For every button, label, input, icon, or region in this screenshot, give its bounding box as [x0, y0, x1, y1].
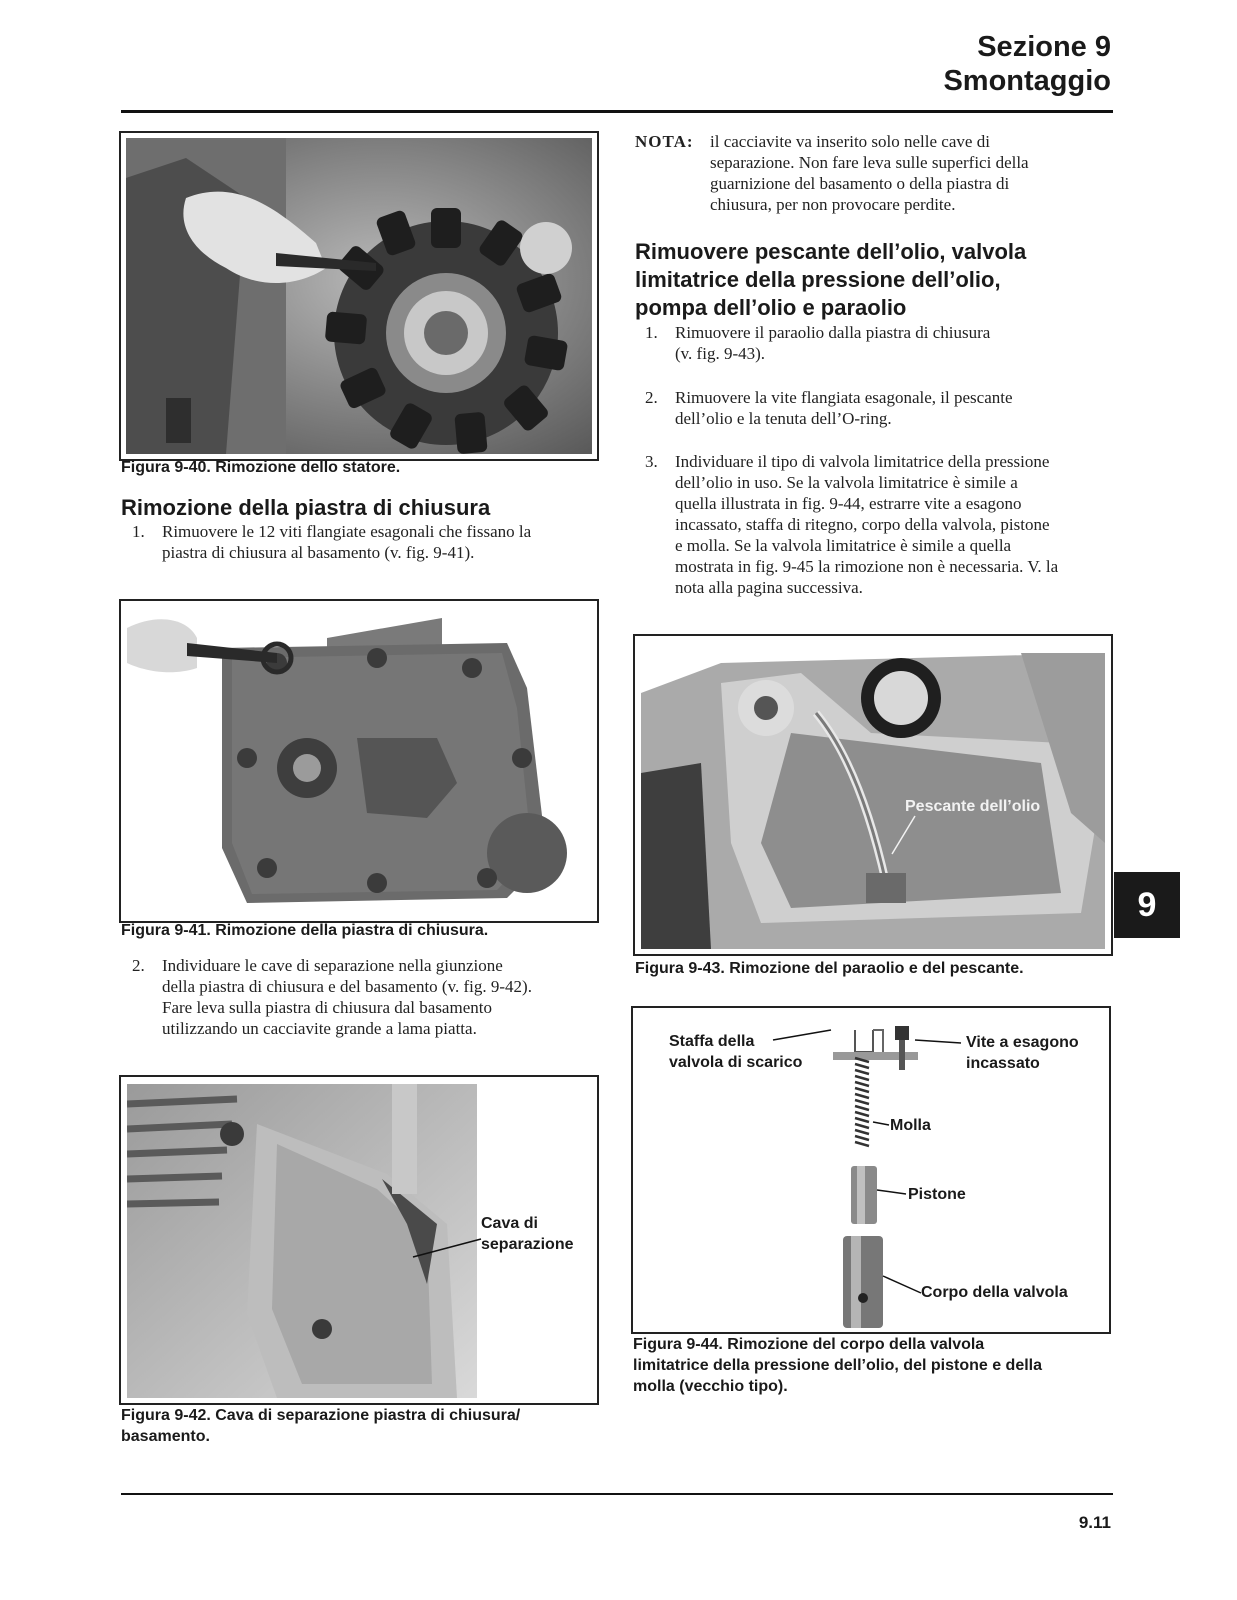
caption-line: molla (vecchio tipo). [633, 1378, 788, 1395]
step-line: nota alla pagina successiva. [675, 578, 863, 597]
left-step-2 [132, 955, 602, 1043]
figure-9-44-diagram [631, 1006, 1111, 1334]
note-line: separazione. Non fare leva sulle superfici della [710, 153, 1029, 172]
step-line: utilizzando un cacciavite grande a lama piatta. [162, 1019, 477, 1038]
figure-9-41-caption: Figura 9-41. Rimozione della piastra di chiusura. [121, 922, 489, 939]
note-label: NOTA: [635, 132, 694, 151]
right-step-2 [645, 387, 1115, 431]
label-line: incassato [966, 1055, 1040, 1072]
step-number: 3. [645, 452, 658, 471]
figure-9-41-photo [119, 599, 599, 923]
step-line: quella illustrata in fig. 9-44, estrarre vite a esagono [675, 494, 1022, 513]
step-text [675, 451, 1058, 598]
label-hex-screw [966, 1032, 1079, 1074]
section-number: Sezione 9 [977, 31, 1111, 63]
callout-line: separazione [481, 1236, 574, 1253]
note-block [635, 131, 1115, 219]
figure-9-44-caption [633, 1334, 1042, 1397]
caption-line: Figura 9-42. Cava di separazione piastra di chiusura/ [121, 1407, 521, 1424]
figure-9-42-photo [119, 1075, 599, 1405]
section-header [943, 30, 1111, 98]
heading-line: Rimuovere pescante dell’olio, valvola [635, 239, 1027, 264]
page-number: 9.11 [1078, 1513, 1111, 1532]
step-line: e molla. Se la valvola limitatrice è simile a quella [675, 536, 1012, 555]
note-line: guarnizione del basamento o della piastra di [710, 174, 1010, 193]
step-number: 1. [645, 323, 658, 342]
step-text [675, 322, 990, 364]
step-line: dell’olio e la tenuta dell’O-ring. [675, 409, 892, 428]
step-line: mostrata in fig. 9-45 la rimozione non è necessaria. V. la [675, 557, 1059, 576]
figure-9-42-caption [121, 1405, 520, 1447]
step-line: incassato, staffa di ritegno, corpo della valvola, pistone [675, 515, 1050, 534]
heading-line: limitatrice della pressione dell’olio, [635, 267, 1001, 292]
step-line: Rimuovere la vite flangiata esagonale, il pescante [675, 388, 1013, 407]
step-number: 2. [132, 956, 145, 975]
note-line: chiusura, per non provocare perdite. [710, 195, 956, 214]
figure-9-43-photo [633, 634, 1113, 956]
step-line: Fare leva sulla piastra di chiusura dal basamento [162, 998, 492, 1017]
step-number: 2. [645, 388, 658, 407]
note-line: il cacciavite va inserito solo nelle cave di [710, 132, 990, 151]
step-line: della piastra di chiusura e del basamento (v. fig. 9-42). [162, 977, 532, 996]
label-spring: Molla [890, 1117, 931, 1134]
note-text [710, 131, 1029, 215]
footer-rule [121, 1493, 1113, 1495]
fig42-leader-line [401, 1227, 521, 1287]
caption-line: Figura 9-44. Rimozione del corpo della valvola [633, 1336, 985, 1353]
figure-9-40-caption: Figura 9-40. Rimozione dello statore. [121, 459, 401, 476]
figure-9-40-photo [119, 131, 599, 461]
section-name: Smontaggio [943, 65, 1111, 97]
step-line: Rimuovere le 12 viti flangiate esagonali che fissano la [162, 522, 532, 541]
callout-line: Cava di [481, 1215, 538, 1232]
left-step-1 [132, 521, 602, 565]
section-tab: 9 [1114, 872, 1180, 938]
fig43-leader-line [880, 814, 940, 874]
step-line: (v. fig. 9-43). [675, 344, 766, 363]
label-piston: Pistone [908, 1186, 966, 1203]
step-line: dell’olio in uso. Se la valvola limitatrice è simile a [675, 473, 1018, 492]
step-number: 1. [132, 522, 145, 541]
label-line: Vite a esagono [966, 1034, 1079, 1051]
figure-9-43-caption: Figura 9-43. Rimozione del paraolio e del pescante. [635, 960, 1024, 977]
label-valve-body: Corpo della valvola [921, 1284, 1068, 1301]
step-text [675, 387, 1013, 429]
step-line: Rimuovere il paraolio dalla piastra di chiusura [675, 323, 991, 342]
right-section-heading [635, 238, 1026, 322]
step-line: piastra di chiusura al basamento (v. fig. 9-41). [162, 543, 475, 562]
step-line: Individuare le cave di separazione nella giunzione [162, 956, 503, 975]
label-line: valvola di scarico [669, 1054, 803, 1071]
fig43-callout: Pescante dell’olio [905, 798, 1041, 815]
caption-line: basamento. [121, 1428, 210, 1445]
left-section-heading: Rimozione della piastra di chiusura [121, 495, 491, 520]
step-text [162, 521, 531, 563]
header-rule [121, 110, 1113, 113]
heading-line: pompa dell’olio e paraolio [635, 295, 907, 320]
label-relief-bracket [669, 1031, 802, 1073]
right-step-3 [645, 451, 1115, 601]
caption-line: limitatrice della pressione dell’olio, del pistone e della [633, 1357, 1043, 1374]
step-text [162, 955, 532, 1039]
step-line: Individuare il tipo di valvola limitatrice della pressione [675, 452, 1050, 471]
label-line: Staffa della [669, 1033, 755, 1050]
right-step-1 [645, 322, 1115, 366]
